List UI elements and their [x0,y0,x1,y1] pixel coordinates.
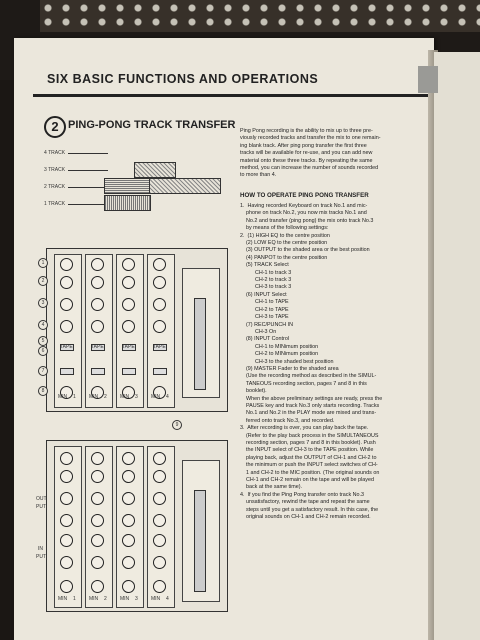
knob [60,298,73,311]
knob [91,452,104,465]
callout-2: 2 [38,276,48,286]
step-line: CH-2 to track 3 [240,277,292,284]
step-line: CH-1 to MINimum position [240,343,319,350]
step-line: (Refer to the play back process in the SIMULTANEOUS [240,432,379,439]
knob [153,514,166,527]
knob [91,320,104,333]
knob [122,492,135,505]
input-select-switch [91,368,105,375]
track1-block [104,195,151,211]
callout-number: 9 [175,422,179,428]
text-line: Ping Pong recording is the ability to mix up to three pre- [240,128,373,134]
input-select-switch [153,368,167,375]
callout-5: 5 [38,336,48,346]
step-line: unsatisfactory, rewind the tape and repeat the same [240,499,370,506]
knob [91,276,104,289]
step-line: ferred onto track No.3, and recorded. [240,417,335,424]
knob [153,556,166,569]
min-label: MIN [89,394,99,400]
step-line: When the above preliminary settings are ready, press the [240,395,383,402]
step-line: by means of the following settings: [240,225,329,232]
step-line: (Use the recording method as described in the SIMUL- [240,373,377,380]
knob [60,470,73,483]
track3-block [134,162,176,178]
step-line: No.1 and No.2 in the PLAY mode are mixed and trans- [240,410,377,417]
channel-number: 1 [73,394,76,400]
step-line: 1 and CH-2 to the MIC position. (The original sounds on [240,469,380,476]
tape-label: TAPE [91,344,104,350]
knob [153,580,166,593]
text-line: material onto these three tracks. By repeating the same [240,157,373,164]
step-line: original sounds on CH-1 and CH-2 remain recorded. [240,514,371,521]
track-label: 1 TRACK [44,201,66,207]
knob [122,258,135,271]
min-label: MIN [151,394,161,400]
step-line: 4. If you find the Ping Pong transfer onto track No.3 [240,491,365,498]
callout-9 [172,420,182,430]
step-line: recording section, pages 7 and 8 in this booklet). Push [240,440,376,446]
step-line: TANEOUS recording section, pages 7 and 8 in this [240,380,367,387]
channel-number: 2 [104,596,107,602]
knob [60,452,73,465]
callout-6: 6 [38,346,48,356]
knob [91,258,104,271]
knob [60,258,73,271]
step-line: booklet). [240,388,267,395]
text-line: to more than 4. [240,172,277,179]
step-line: the minimum or push the INPUT select switches of CH- [240,462,378,469]
step-line: No.2 and transfer (ping pong) the mix onto track No.3 [240,217,374,224]
callout-8: 8 [38,386,48,396]
step-line: playing back, adjust the OUTPUT of CH-1 and CH-2 to [240,454,377,461]
step-line: 1. Having recorded Keyboard on track No.1 and mic- [240,203,368,209]
knob [122,452,135,465]
knob [153,534,166,547]
tape-label: TAPE [122,344,135,350]
knob [122,534,135,547]
knob [122,276,135,289]
step-line: CH-3 to track 3 [240,284,292,291]
put-label: PUT [36,554,46,560]
input-select-switch [60,368,74,375]
track-label: 4 TRACK [44,150,66,156]
step-line: CH-2 to TAPE [240,306,289,313]
knob [122,298,135,311]
knob [153,258,166,271]
step-line: 2. (1) HIGH EQ to the centre position [240,232,330,239]
step-line: 3. After recording is over, you can play back the tape. [240,425,369,432]
knob [91,556,104,569]
step-line: CH-3 to the shaded best position [240,358,334,365]
step-line: CH-1 to TAPE [240,299,289,306]
next-page-edge [434,52,480,640]
page-title: SIX BASIC FUNCTIONS AND OPERATIONS [47,72,319,86]
channel-number: 3 [135,596,138,602]
knob [60,320,73,333]
knob [91,534,104,547]
track2-block [104,178,151,194]
step-line: PAUSE key and track No.3 only starts recording. Tracks [240,402,380,409]
knob [91,514,104,527]
section-heading [44,116,236,138]
knob [91,470,104,483]
step-line: (2) LOW EQ to the centre position [240,240,328,247]
text-line: tracks will be available for re-use, and you can add new [240,150,373,157]
knob [122,514,135,527]
step-line: CH-2 to MINimum position [240,351,319,358]
track-line [68,153,108,154]
knob [153,492,166,505]
step-line: (5) TRACK Select [240,262,289,269]
knob [153,470,166,483]
knob [60,276,73,289]
min-label: MIN [58,394,68,400]
channel-number: 3 [135,394,138,400]
knob [60,580,73,593]
text-line: viously recorded tracks and transfer the mix to one remain- [240,135,381,142]
step-line: (9) MASTER Fader to the shaded area [240,365,339,372]
step-line: CH-1 to track 3 [240,269,292,276]
knob [122,320,135,333]
channel-number: 1 [73,596,76,602]
callout-4: 4 [38,320,48,330]
track-label: 3 TRACK [44,167,66,173]
step-line: CH-3 On [240,328,277,335]
step-line: (6) INPUT Select [240,291,287,298]
master-fader [194,490,206,592]
track-line [68,204,108,205]
step-line: the INPUT select of CH-3 to the TAPE position. While [240,447,374,454]
master-fader [194,298,206,390]
knob [122,556,135,569]
channel-number: 4 [166,394,169,400]
knob [60,492,73,505]
channel-number: 2 [104,394,107,400]
knob [122,470,135,483]
knob [91,580,104,593]
track-label: 2 TRACK [44,184,66,190]
step-line: CH-1 and CH-2 remain on the tape and will be played [240,477,374,484]
step-line: (4) PANPOT to the centre position [240,254,328,261]
section-title: PING-PONG TRACK TRANSFER [68,119,236,131]
tape-label: TAPE [60,344,73,350]
min-label: MIN [58,596,68,602]
knob [153,452,166,465]
text-line: method, you can increase the number of sounds recorded [240,165,379,172]
step-line: steps until you get a satisfactory result. In this case, the [240,506,379,513]
min-label: MIN [120,596,130,602]
min-label: MIN [120,394,130,400]
track-line [68,187,108,188]
callout-7: 7 [38,366,48,376]
knob [91,492,104,505]
knob [60,556,73,569]
put-label: PUT [36,504,46,510]
step-line: (3) OUTPUT to the shaded area or the best position [240,247,370,254]
step-line: back at the same time). [240,484,303,491]
input-select-switch [122,368,136,375]
steps-list [240,203,382,521]
howto-heading: HOW TO OPERATE PING PONG TRANSFER [240,192,369,199]
callout-1: 1 [38,258,48,268]
track-diagram [44,150,224,220]
out-label: OUT [36,496,47,502]
intro-paragraph [240,128,381,180]
knob [91,298,104,311]
lace-cloth [40,0,480,32]
step-line: (8) INPUT Control [240,336,290,343]
text-line: ing blank track. After ping pong transfer the first three [240,142,367,149]
track-line [68,170,108,171]
header-tab [418,66,438,93]
knob [153,298,166,311]
channel-number: 4 [166,596,169,602]
callout-3: 3 [38,298,48,308]
step-line: CH-3 to TAPE [240,314,289,321]
step-line: (7) REC/PUNCH IN [240,321,294,328]
min-label: MIN [151,596,161,602]
knob [153,276,166,289]
in-label: IN [38,546,43,552]
knob [153,320,166,333]
step-line: phone on track No.2, you now mix tracks No.1 and [240,210,367,217]
page-header [33,66,428,97]
tape-label: TAPE [153,344,166,350]
knob [60,514,73,527]
knob [60,534,73,547]
knob [122,580,135,593]
section-number: 2 [44,116,66,138]
mix-block [149,178,221,194]
min-label: MIN [89,596,99,602]
